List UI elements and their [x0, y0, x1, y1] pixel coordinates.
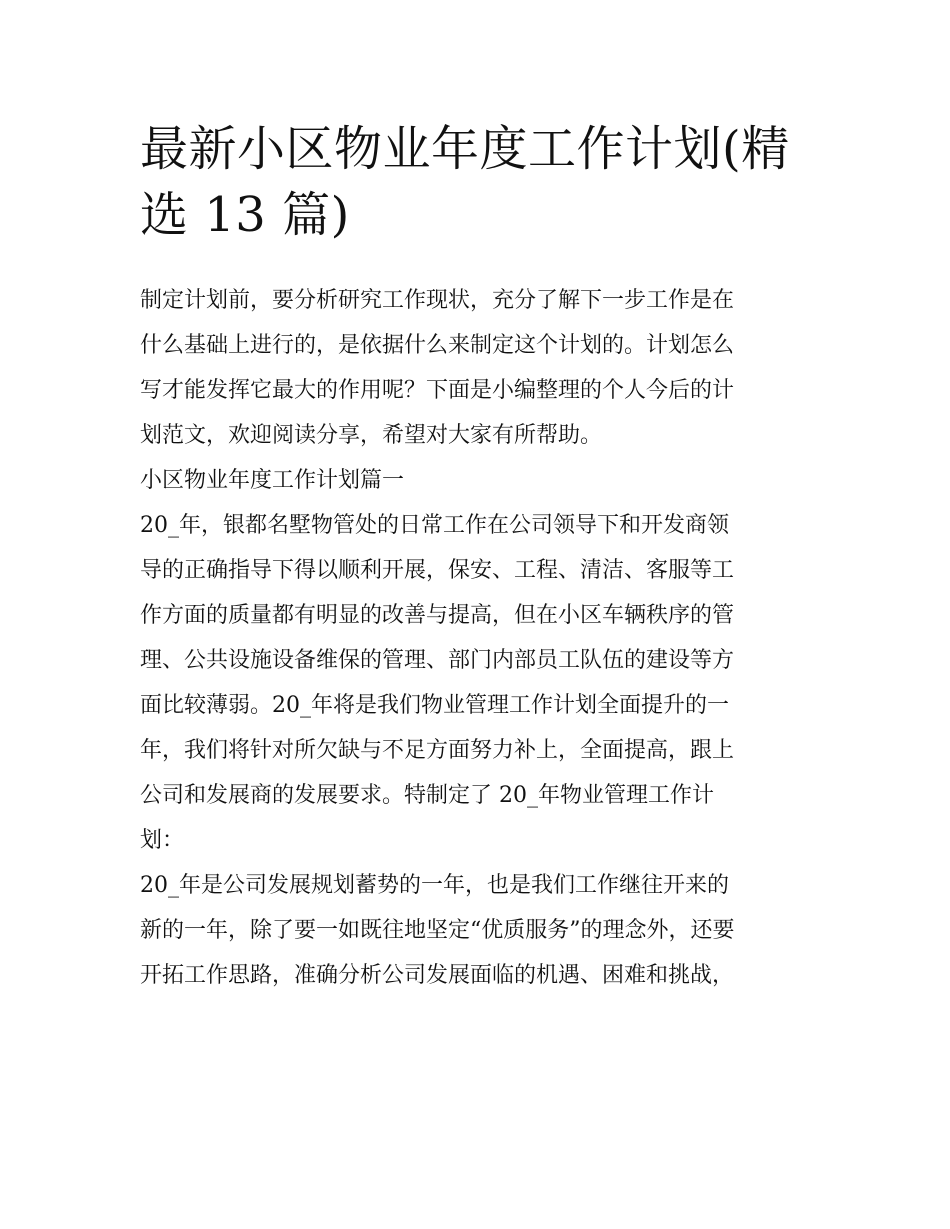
text-line: 写才能发挥它最大的作用呢？下面是小编整理的个人今后的计: [140, 378, 735, 403]
text-line: 20_年，银都名墅物管处的日常工作在公司领导下和开发商领: [140, 513, 729, 538]
text-line: 年，我们将针对所欠缺与不足方面努力补上，全面提高，跟上: [140, 738, 735, 763]
text-line: 20_年是公司发展规划蓄势的一年，也是我们工作继往开来的: [140, 873, 729, 898]
section-heading: 小区物业年度工作计划篇一: [140, 468, 405, 493]
text-line: 导的正确指导下得以顺利开展，保安、工程、清洁、客服等工: [140, 558, 735, 583]
text-line: 什么基础上进行的，是依据什么来制定这个计划的。计划怎么: [140, 333, 735, 358]
body-paragraph-1: [140, 508, 820, 858]
text-line: 新的一年，除了要一如既往地坚定“优质服务”的理念外，还要: [140, 918, 735, 943]
text-line: 制定计划前，要分析研究工作现状，充分了解下一步工作是在: [140, 288, 735, 313]
text-line: 面比较薄弱。20_年将是我们物业管理工作计划全面提升的一: [140, 693, 729, 718]
text-line: 划范文，欢迎阅读分享，希望对大家有所帮助。: [140, 423, 603, 448]
text-line: 作方面的质量都有明显的改善与提高，但在小区车辆秩序的管: [140, 603, 735, 628]
title-line: 最新小区物业年度工作计划(精: [140, 121, 790, 177]
text-line: 划：: [140, 828, 185, 853]
title-line: 选 13 篇): [140, 187, 350, 243]
document-body: [140, 283, 820, 993]
body-paragraph-2: [140, 868, 820, 993]
text-line: 开拓工作思路，准确分析公司发展面临的机遇、困难和挑战，: [140, 963, 735, 988]
text-line: 公司和发展商的发展要求。特制定了 20_年物业管理工作计: [140, 783, 714, 808]
text-line: 理、公共设施设备维保的管理、部门内部员工队伍的建设等方: [140, 648, 735, 673]
document-title: [140, 116, 820, 248]
intro-paragraph: [140, 283, 820, 453]
